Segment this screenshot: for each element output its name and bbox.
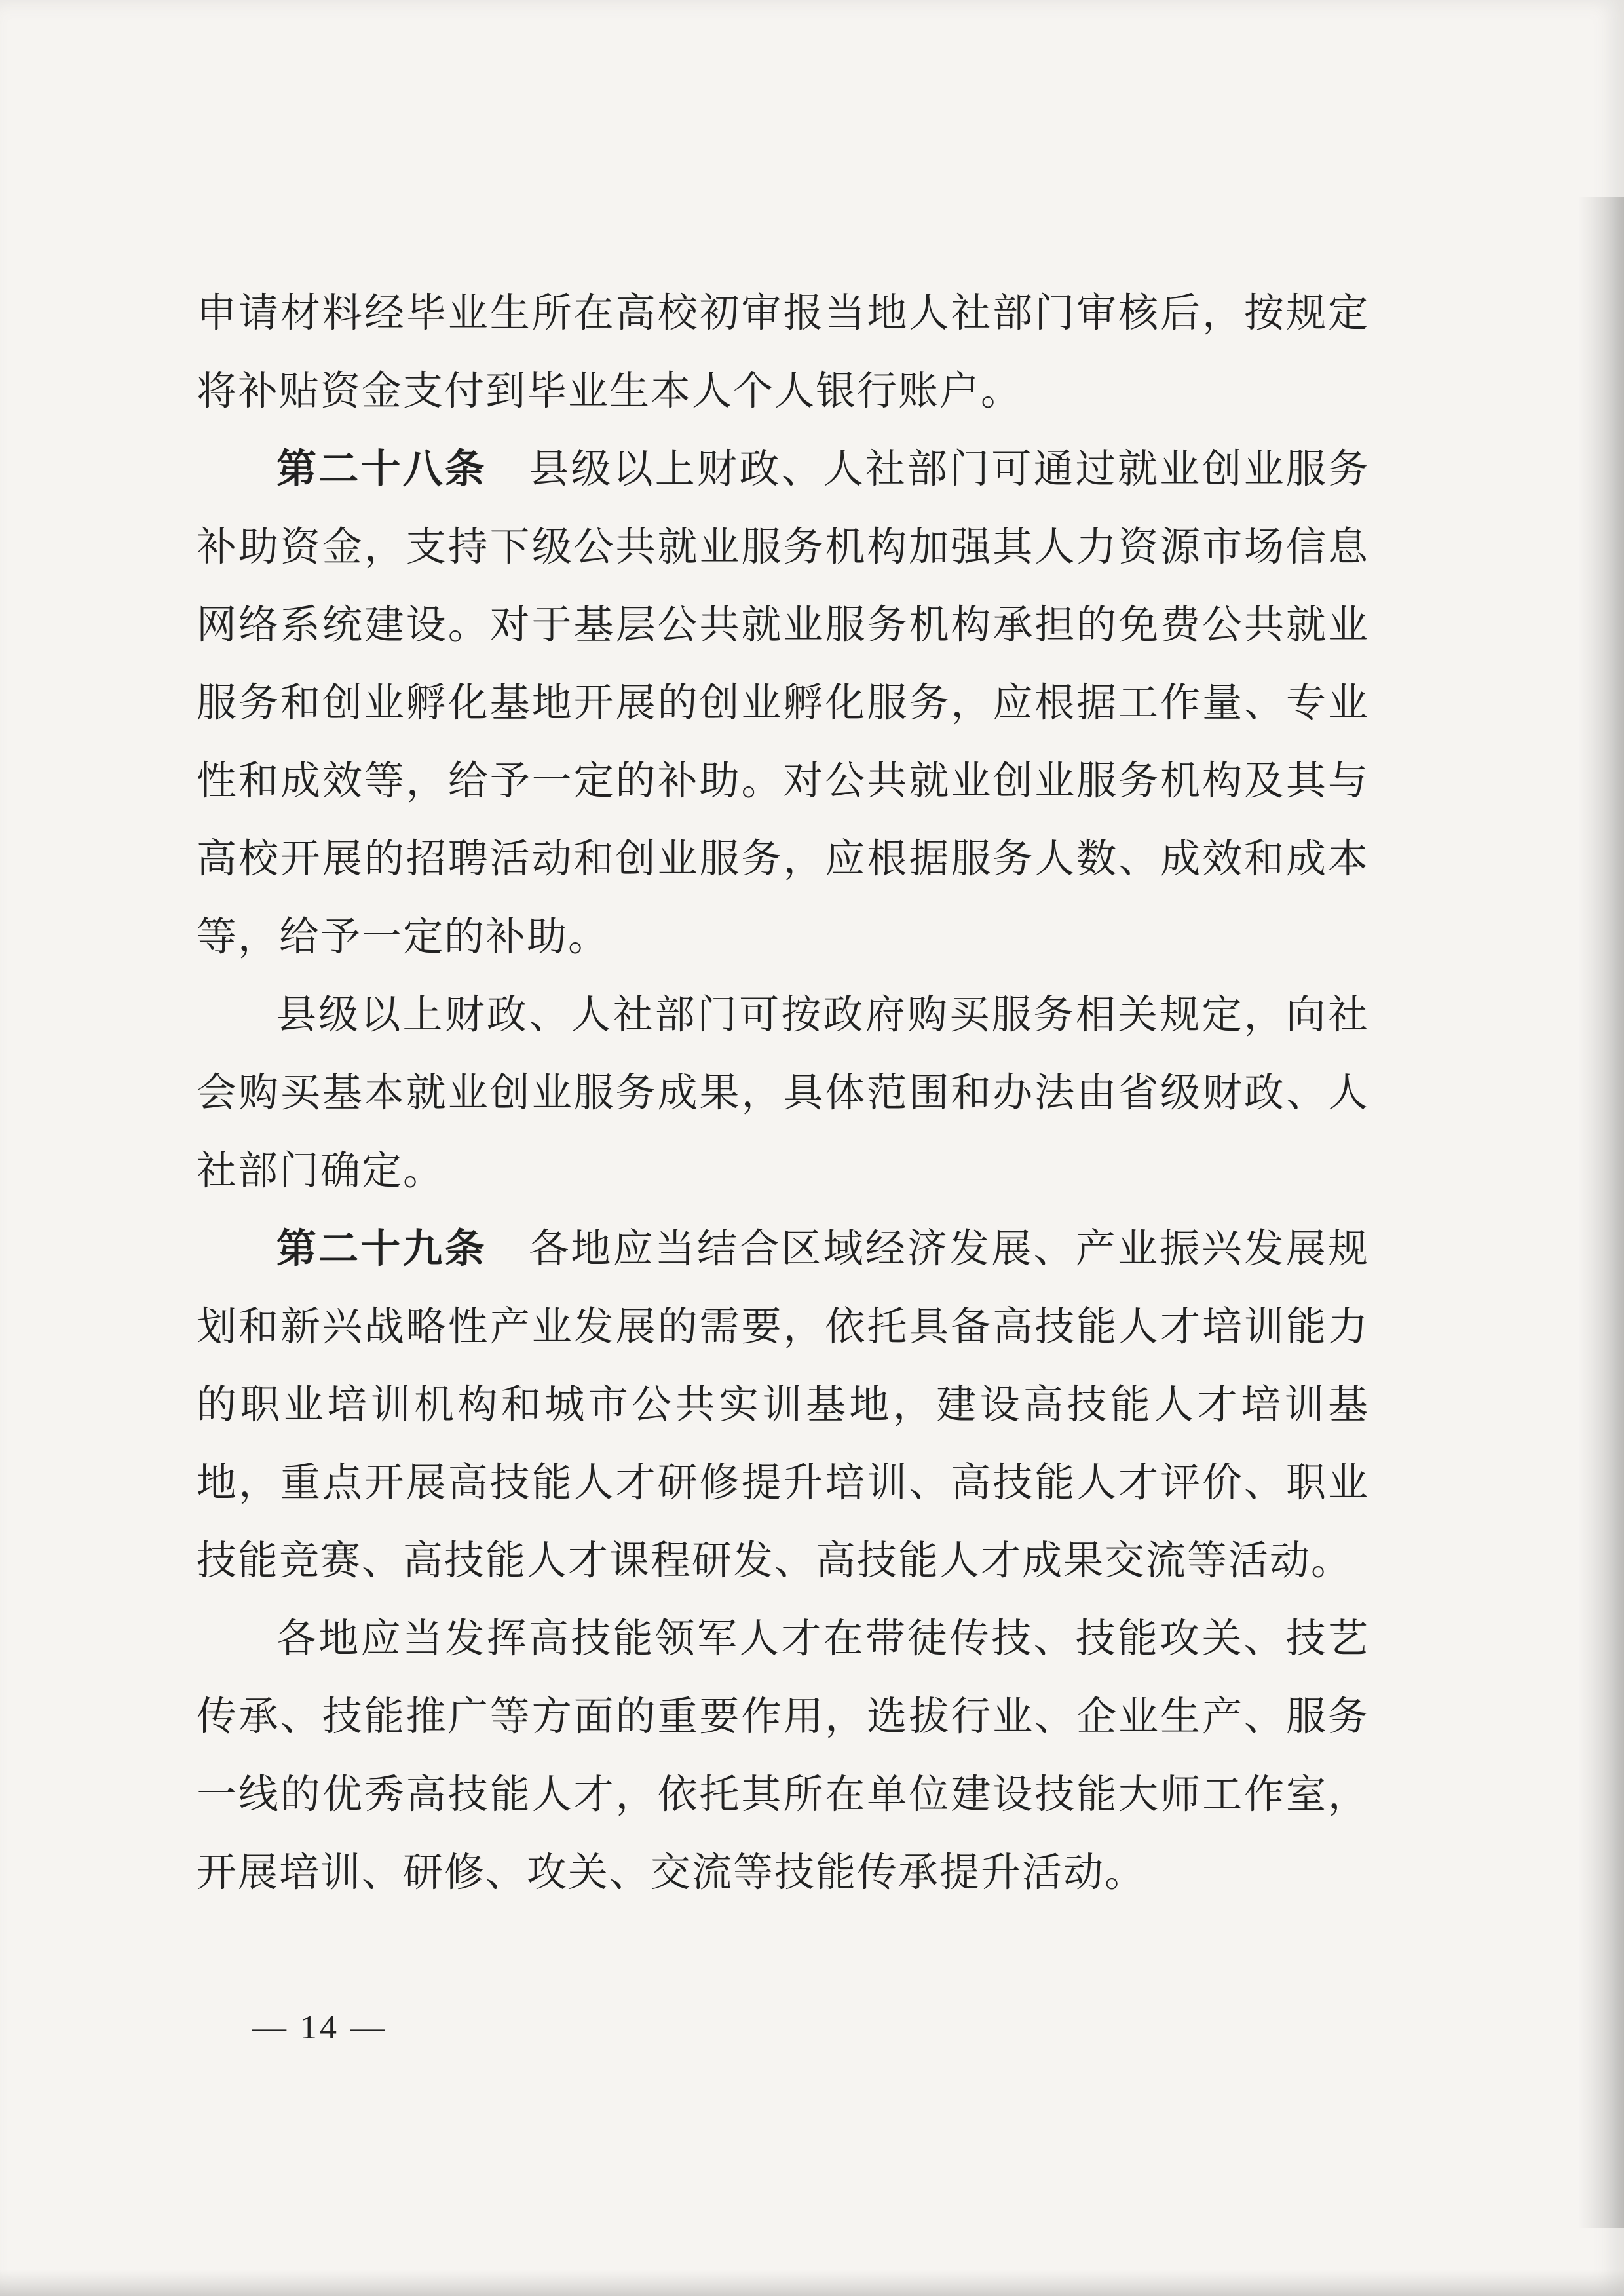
- body-text: [197, 274, 1369, 1911]
- article-28-heading: 第二十八条: [276, 446, 487, 492]
- paragraph-4-text: 各地应当结合区域经济发展、产业振兴发展规划和新兴战略性产业发展的需要，依托具备高技能人才培训能力的职业培训机构和城市公共实训基地，建设高技能人才培训基地，重点开展高技能人才研修提升培训、高技能人才评价、职业技能竞赛、高技能人才课程研发、高技能人才成果交流等活动。: [197, 1225, 1369, 1584]
- heading-gap: [487, 1225, 528, 1272]
- page-number: — 14 —: [252, 2009, 387, 2046]
- heading-gap: [487, 446, 528, 492]
- article-29-heading: 第二十九条: [276, 1225, 487, 1272]
- paragraph-5: [197, 1599, 1369, 1911]
- page-bottom-shadow: [0, 2270, 1624, 2296]
- paragraph-1-text: 申请材料经毕业生所在高校初审报当地人社部门审核后，按规定将补贴资金支付到毕业生本人个人银行账户。: [197, 290, 1369, 414]
- page-edge-shadow: [1578, 197, 1624, 2228]
- paragraph-3: [197, 976, 1369, 1210]
- paragraph-4: [197, 1210, 1369, 1599]
- paragraph-2-text: 县级以上财政、人社部门可通过就业创业服务补助资金，支持下级公共就业服务机构加强其人力资源市场信息网络系统建设。对于基层公共就业服务机构承担的免费公共就业服务和创业孵化基地开展的创业孵化服务，应根据工作量、专业性和成效等，给予一定的补助。对公共就业创业服务机构及其与高校开展的招聘活动和创业服务，应根据服务人数、成效和成本等，给予一定的补助。: [197, 446, 1369, 960]
- paragraph-5-text: 各地应当发挥高技能领军人才在带徒传技、技能攻关、技艺传承、技能推广等方面的重要作用，选拔行业、企业生产、服务一线的优秀高技能人才，依托其所在单位建设技能大师工作室，开展培训、研修、攻关、交流等技能传承提升活动。: [197, 1615, 1369, 1896]
- paragraph-2: [197, 430, 1369, 976]
- paragraph-1: [197, 274, 1369, 430]
- paragraph-3-text: 县级以上财政、人社部门可按政府购买服务相关规定，向社会购买基本就业创业服务成果，具体范围和办法由省级财政、人社部门确定。: [197, 991, 1369, 1194]
